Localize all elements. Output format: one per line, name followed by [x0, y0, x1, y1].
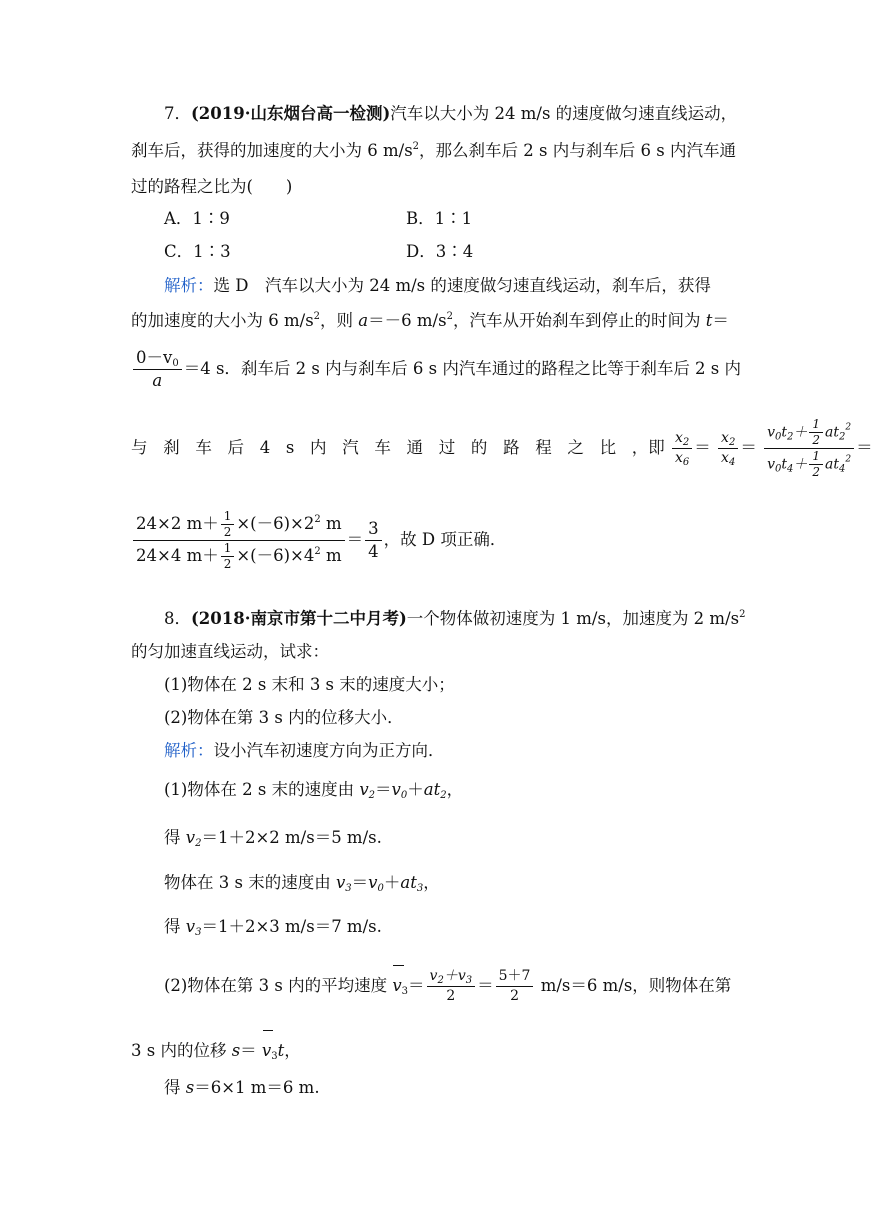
- q7-answer-1: 选 D 汽车以大小为 24 m/s 的速度做匀速直线运动，刹车后，获得: [213, 276, 711, 295]
- q8-answer-3b: ＝1＋2×2 m/s＝5 m/s.: [201, 828, 382, 847]
- q8-answer-6a: (2)物体在第 3 s 内的平均速度: [164, 976, 393, 995]
- q8-analysis-line-3: 得 $v_2=1+2\times 2$ m/s＝5 m/s.: [164, 828, 382, 849]
- q8-analysis-line-1: [164, 740, 445, 762]
- q7-answer-2a: 的加速度的大小为 6 m/s: [131, 311, 314, 330]
- q8-answer-2: (1)物体在 2 s 末的速度由: [164, 780, 360, 799]
- q8-answer-7a: 3 s 内的位移: [131, 1041, 232, 1060]
- q7-stem-2b: ，那么刹车后 2 s 内与刹车后 6 s 内汽车通: [419, 141, 736, 160]
- q8-answer-8a: 得: [164, 1078, 186, 1097]
- q8-stem-1: 一个物体做初速度为 1 m/s，加速度为 2 m/s: [406, 609, 740, 628]
- q8-analysis-label: 解析：: [164, 741, 214, 760]
- q7-answer-2b: ，则: [320, 311, 359, 330]
- q7-stem-3: 过的路程之比为( ): [131, 177, 293, 196]
- q8-analysis-line-2: (1)物体在 2 s 末的速度由 $v_2=v_0+at_2$，: [164, 780, 464, 801]
- q7-option-c: C．1∶3: [164, 242, 231, 261]
- q8-number: 8．: [164, 609, 191, 628]
- big-denominator-b: ×(－6)×4: [236, 546, 315, 565]
- q7-analysis-line-1: [164, 275, 711, 297]
- time-denominator: a: [133, 369, 182, 391]
- q7-number: 7．: [164, 104, 191, 123]
- ratio-x2-x4: $\frac{x_2}{x_4}$: [718, 430, 738, 467]
- q8-answer-1: 设小汽车初速度方向为正方向．: [213, 741, 445, 760]
- q8-sub-question-2: (2)物体在第 3 s 内的位移大小．: [164, 708, 404, 727]
- q8-answer-5b: ＝1＋2×3 m/s＝7 m/s.: [201, 917, 382, 936]
- big-denominator-c: m: [320, 546, 342, 565]
- q8-analysis-line-7: 3 s 内的位移 $s= v_3t$，: [131, 1041, 301, 1062]
- time-numerator: 0－v: [136, 348, 173, 367]
- q8-stem-line-2: 的匀加速直线运动，试求：: [131, 642, 329, 661]
- q7-stem-2a: 刹车后，获得的加速度的大小为 6 m/s: [131, 141, 413, 160]
- big-numerator: 24×2 m＋: [136, 514, 219, 533]
- mean-velocity-numeric: $\frac{5+7}{2}$: [496, 968, 534, 1005]
- q8-analysis-line-5: 得 $v_3=1+2\times 3$ m/s＝7 m/s.: [164, 917, 382, 938]
- q7-stem-line-1: [164, 103, 737, 125]
- ratio-x2-x6: $\frac{x_2}{x_6}$: [672, 430, 692, 467]
- ratio-formula: $v_0t_2+$ $\frac{1}{2}$ $at_2^2$ $v_0t_4+$ $\frac{1}{2}$ $at_4^2$: [764, 418, 854, 479]
- big-numerator-c: m: [320, 514, 342, 533]
- q7-stem-line-3: [131, 176, 292, 198]
- q7-stem-line-2: 刹车后，获得的加速度的大小为 6 $m/s^2$，那么刹车后 2 s 内与刹车后 6 s 内汽车通: [131, 141, 736, 160]
- mean-velocity-symbol: v: [392, 976, 402, 995]
- big-numerator-b: ×(－6)×2: [236, 514, 315, 533]
- q7-analysis-line-4: 与刹车后4s内汽车通过的路程之比，即 $\frac{x_2}{x_6}$ ＝ $\frac{x_2}{x_4}$ ＝ $v_0t_2+$ $\frac{1}{2}$ $at_2^2$ $v_0t_4+$ $\frac{1}{2}$ $at_4^2$ ＝: [131, 417, 873, 479]
- time-fraction: $\frac{0-v_0}{a}$: [133, 348, 182, 391]
- q8-stem-line-1: 8．(2018·南京市第十二中月考)一个物体做初速度为 1 m/s，加速度为 2 $m/s^2$: [164, 609, 746, 628]
- q7-answer-5: ，故 D 项正确．: [383, 530, 507, 549]
- q8-answer-3a: 得: [164, 828, 186, 847]
- var-t: t: [705, 311, 713, 330]
- numeric-ratio: 24×2 m＋ $\frac{1}{2}$ $\times(-6)\times 2^2$ m 24×4 m＋ $\frac{1}{2}$ $\times(-6)\times 4^2$ m: [133, 510, 345, 571]
- q8-answer-8b: ＝6×1 m＝6 m.: [194, 1078, 320, 1097]
- q7-option-b: B．1∶1: [406, 209, 473, 228]
- q8-source: (2018·南京市第十二中月考): [191, 609, 407, 628]
- q8-analysis-line-4: 物体在 3 s 末的速度由 $v_3=v_0+at_3$，: [164, 873, 440, 894]
- q8-analysis-line-8: 得 s＝6×1 m＝6 m.: [164, 1078, 320, 1097]
- q7-answer-3: ＝4 s．刹车后 2 s 内与刹车后 6 s 内汽车通过的路程之比等于刹车后 2 s 内: [183, 359, 742, 378]
- var-a: a: [358, 311, 369, 330]
- q7-source: (2019·山东烟台高一检测): [191, 104, 391, 123]
- mean-velocity-fraction: $\frac{v_2+v_3}{2}$: [427, 968, 476, 1005]
- q7-analysis-line-3: [131, 348, 741, 391]
- q8-answer-5a: 得: [164, 917, 186, 936]
- q7-option-d: D．3∶4: [406, 242, 474, 261]
- q7-answer-4b: ，即: [631, 438, 665, 457]
- q7-answer-4a: 与刹车后4s内汽车通过的路程之比: [131, 438, 632, 457]
- q7-analysis-line-5: 24×2 m＋ $\frac{1}{2}$ $\times(-6)\times 2^2$ m 24×4 m＋ $\frac{1}{2}$ $\times(-6)\times 4^2$ m ＝ $\frac{3}{4}$ ，故 D 项正确．: [131, 510, 506, 571]
- q7-answer-2d: ，汽车从开始刹车到停止的时间为: [452, 311, 706, 330]
- q8-sub-question-1: (1)物体在 2 s 末和 3 s 末的速度大小；: [164, 675, 455, 694]
- result-denominator: 4: [365, 540, 382, 562]
- q7-answer-2c: ＝－6 m/s: [368, 311, 447, 330]
- q7-analysis-line-2: 的加速度的大小为 6 $m/s^2$，则 a＝－6 $m/s^2$，汽车从开始刹车到停止的时间为 t＝: [131, 311, 729, 330]
- result-fraction: [365, 519, 382, 562]
- q7-stem-1: 汽车以大小为 24 m/s 的速度做匀速直线运动，: [390, 104, 738, 123]
- q7-analysis-label: 解析：: [164, 276, 214, 295]
- q8-analysis-line-6: (2)物体在第 3 s 内的平均速度 $v_3=$ $\frac{v_2+v_3}{2}$ ＝ $\frac{5+7}{2}$ m/s＝6 m/s，则物体在第: [164, 968, 732, 1004]
- result-numerator: 3: [368, 519, 379, 538]
- q8-answer-4: 物体在 3 s 末的速度由: [164, 873, 336, 892]
- q8-answer-6b: m/s＝6 m/s，则物体在第: [540, 976, 732, 995]
- q8-answer-7b: ＝: [240, 1041, 257, 1060]
- big-denominator: 24×4 m＋: [136, 546, 219, 565]
- q7-option-a: A．1∶9: [164, 209, 230, 228]
